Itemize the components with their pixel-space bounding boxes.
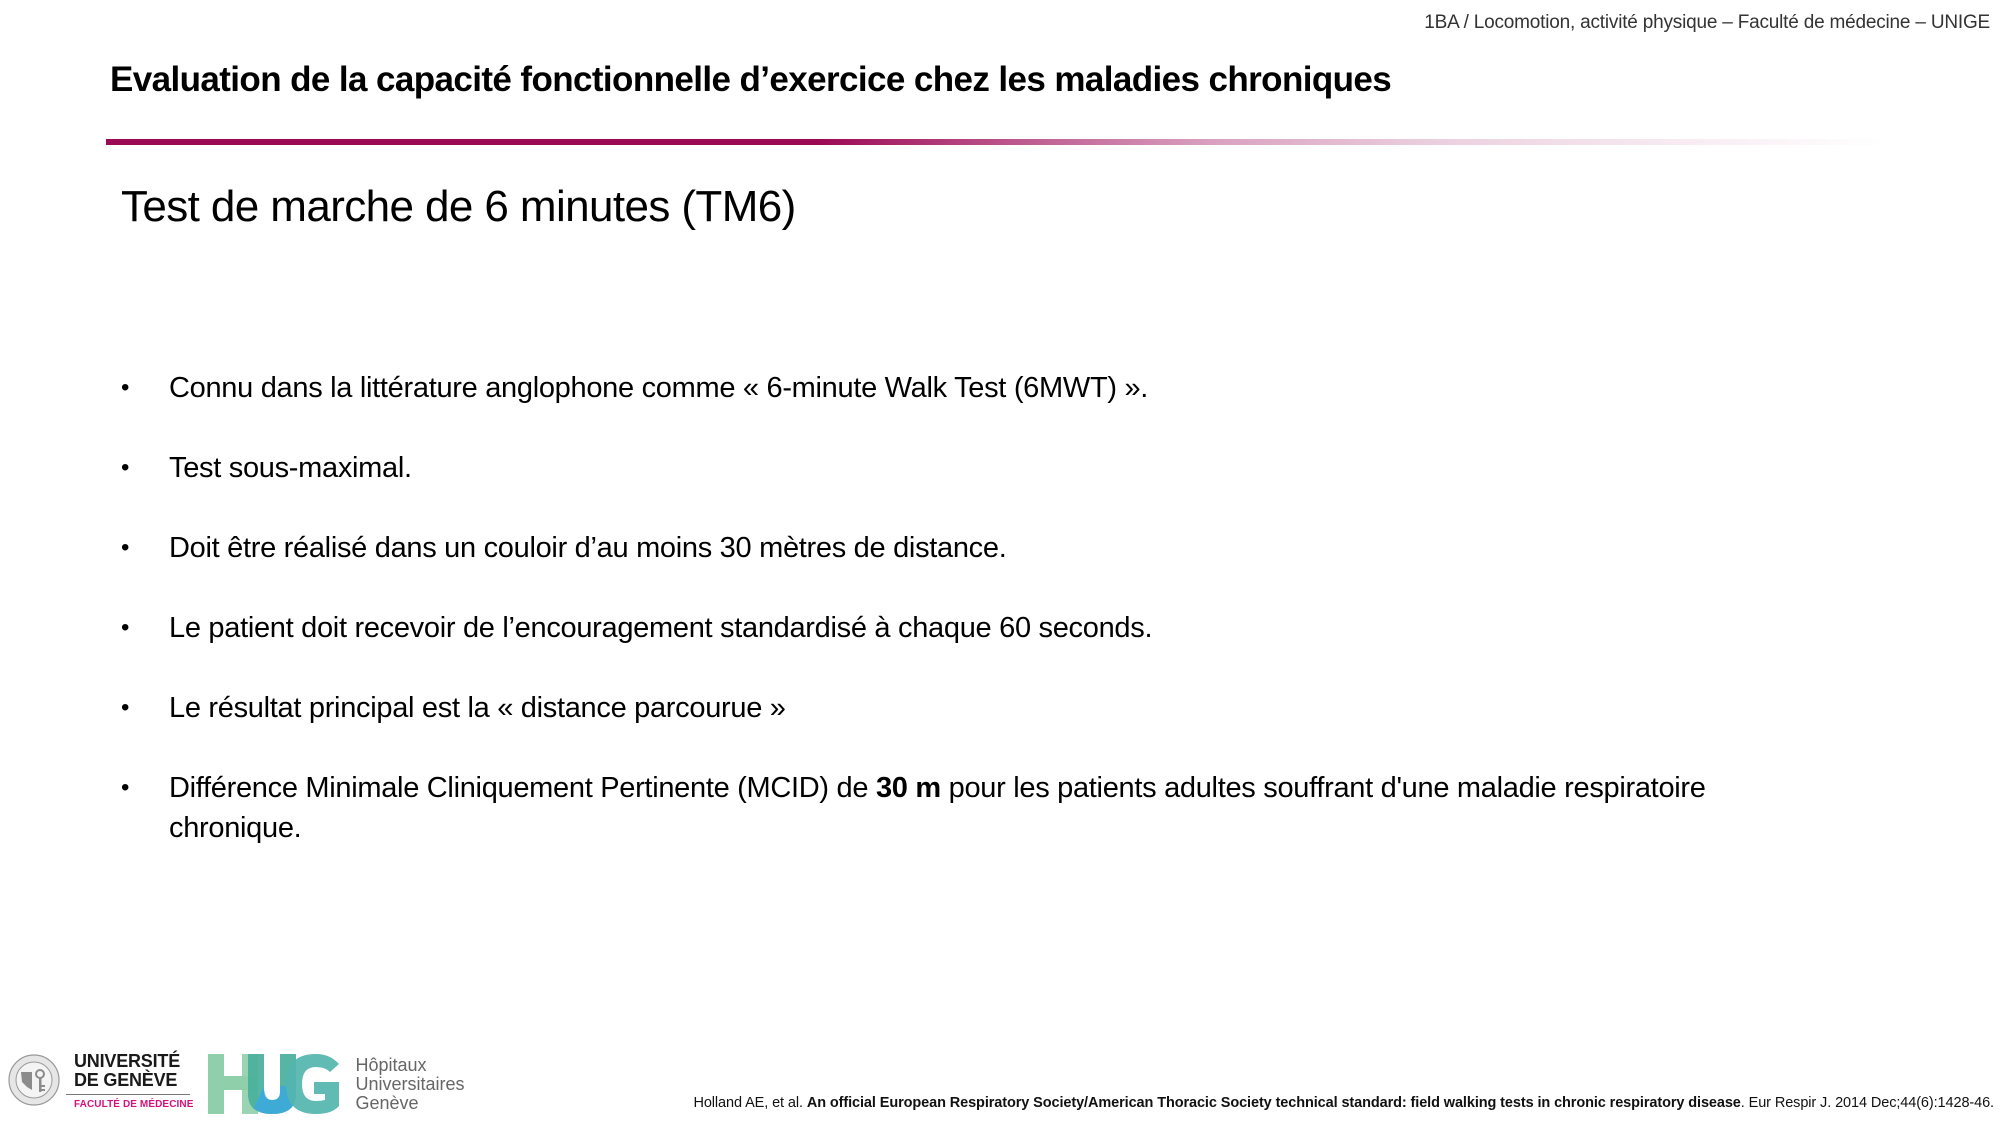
bullet-text-start: Différence Minimale Cliniquement Pertinente (MCID) de xyxy=(169,772,876,804)
citation-source: . Eur Respir J. 2014 Dec;44(6):1428-46. xyxy=(1740,1095,1994,1111)
footer-logos xyxy=(8,1052,465,1122)
title-divider xyxy=(106,139,1886,145)
slide-title: Test de marche de 6 minutes (TM6) xyxy=(121,182,796,231)
unige-divider xyxy=(66,1094,190,1095)
unige-logo xyxy=(8,1052,194,1110)
bullet-item xyxy=(118,688,1818,728)
unige-wordmark xyxy=(66,1052,194,1110)
hug-wordmark xyxy=(356,1056,465,1113)
hug-logo xyxy=(208,1052,465,1114)
bullet-icon: • xyxy=(121,454,130,481)
citation-authors: Holland AE, et al. xyxy=(693,1095,807,1111)
bullet-text: Connu dans la littérature anglophone comme « 6-minute Walk Test (6MWT) ». xyxy=(169,372,1149,404)
bullet-text: Le patient doit recevoir de l’encouragement standardisé à chaque 60 seconds. xyxy=(169,612,1153,644)
bullet-icon: • xyxy=(121,694,130,721)
mcid-value: 30 m xyxy=(875,772,941,804)
hug-line2: Universitaires xyxy=(355,1074,465,1094)
unige-name-line2: DE GENÈVE xyxy=(74,1070,178,1090)
bullet-icon: • xyxy=(121,534,130,561)
bullet-icon: • xyxy=(121,374,130,401)
bullet-item xyxy=(118,768,1818,848)
bullet-text: Test sous-maximal. xyxy=(169,452,412,484)
bullet-item xyxy=(118,608,1818,648)
bullet-text xyxy=(169,772,1706,844)
section-title: Evaluation de la capacité fonctionnelle d’exercice chez les maladies chroniques xyxy=(110,60,1392,99)
bullet-item xyxy=(118,448,1818,488)
bullet-list xyxy=(118,368,1818,888)
bullet-text: Le résultat principal est la « distance parcourue » xyxy=(169,692,786,724)
bullet-icon: • xyxy=(121,774,130,801)
university-seal-icon xyxy=(8,1054,60,1106)
citation-title: An official European Respiratory Society/American Thoracic Society technical standard: field walking tests in chronic respiratory disease xyxy=(806,1095,1741,1111)
bullet-text: Doit être réalisé dans un couloir d’au moins 30 mètres de distance. xyxy=(169,532,1007,564)
hug-line3: Genève xyxy=(355,1093,419,1113)
unige-name-line1: UNIVERSITÉ xyxy=(74,1051,181,1071)
hug-line1: Hôpitaux xyxy=(355,1055,427,1075)
reference-citation xyxy=(693,1095,1994,1111)
hug-letters-icon xyxy=(208,1052,340,1114)
bullet-icon: • xyxy=(121,614,130,641)
course-reference: 1BA / Locomotion, activité physique – Faculté de médecine – UNIGE xyxy=(1424,12,1990,33)
unige-faculty: FACULTÉ DE MÉDECINE xyxy=(74,1099,194,1110)
bullet-item xyxy=(118,528,1818,568)
bullet-text-end: pour les patients adultes souffrant d'une maladie respiratoire chronique. xyxy=(169,772,1706,844)
bullet-item xyxy=(118,368,1818,408)
